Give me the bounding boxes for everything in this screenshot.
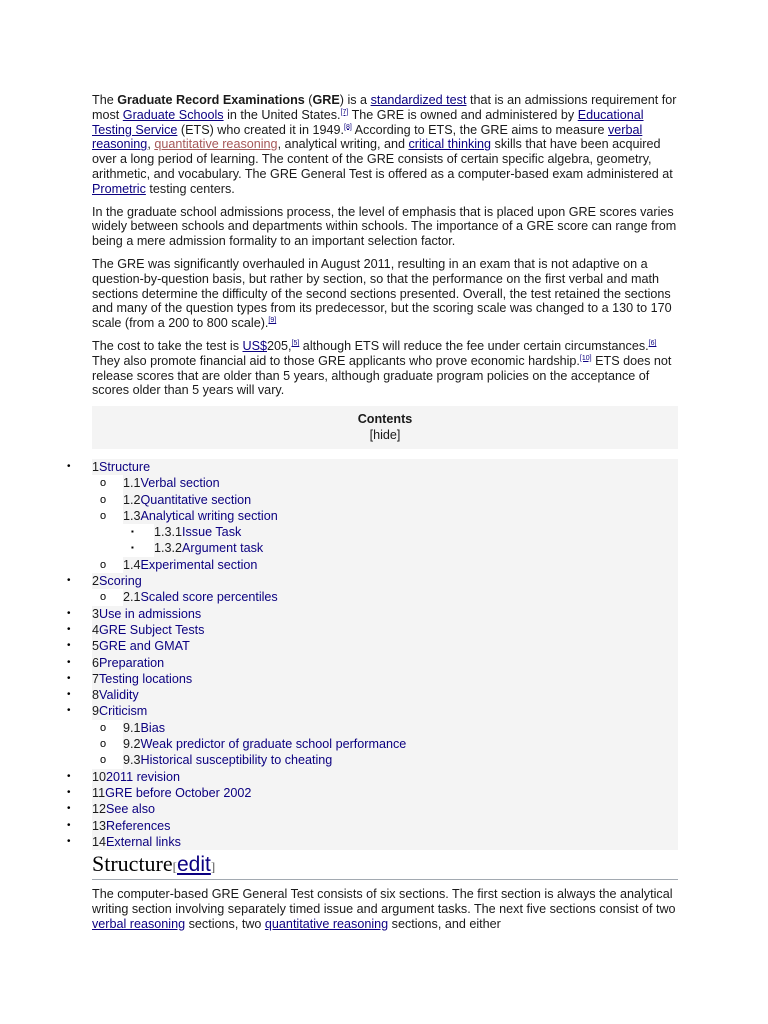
toc-link[interactable] [123, 589, 678, 605]
text: According to ETS, the GRE aims to measure [351, 122, 608, 137]
toc-item[interactable] [0, 492, 678, 508]
edit-bracket-close: ] [210, 859, 216, 874]
link-graduate-schools[interactable]: Graduate Schools [122, 107, 224, 122]
toc-link[interactable] [154, 540, 678, 556]
link-quantitative-reasoning-2[interactable]: quantitative reasoning [264, 916, 389, 931]
toc-link[interactable] [123, 736, 678, 752]
bullet-icon: o [100, 754, 107, 767]
toc-hide-toggle[interactable]: [hide] [369, 428, 401, 443]
toc-number: 1.3.2 [154, 541, 183, 556]
toc-item[interactable] [0, 769, 678, 785]
toc-number: 9.2 [123, 737, 141, 752]
toc-item[interactable] [0, 818, 678, 834]
text: The computer-based GRE General Test consists of six sections. The first section is always the analytical writing section involving separately timed issue and argument tasks. The next five sections consist of two [92, 887, 676, 916]
toc-text[interactable]: GRE before October 2002 [105, 785, 252, 800]
link-verbal-reasoning-2[interactable]: verbal reasoning [92, 916, 186, 931]
toc-text[interactable]: Bias [140, 720, 166, 735]
toc-link[interactable] [92, 769, 678, 785]
bullet-icon: • [67, 689, 71, 701]
bullet-icon: • [67, 656, 71, 668]
toc-number: 1.4 [123, 557, 141, 572]
toc-number: 11 [92, 785, 106, 800]
toc-number: 5 [92, 639, 100, 654]
toc-header [92, 406, 678, 449]
toc-item[interactable] [0, 557, 678, 573]
toc-number: 1.3 [123, 508, 141, 523]
section-heading-structure [92, 851, 678, 880]
toc-item[interactable] [0, 622, 678, 638]
text: They also promote financial aid to those GRE applicants who prove economic hardship. [92, 353, 580, 368]
text: sections, and either [388, 916, 501, 931]
toc-text[interactable]: Analytical writing section [140, 508, 278, 523]
toc-item[interactable] [0, 785, 678, 801]
toc-text[interactable]: Weak predictor of graduate school performance [140, 737, 407, 752]
toc-number: 10 [92, 769, 107, 784]
toc-link[interactable] [123, 492, 678, 508]
toc-text[interactable]: Use in admissions [99, 606, 202, 621]
bullet-icon: • [67, 803, 71, 815]
toc-text[interactable]: Scoring [99, 574, 142, 589]
text: The GRE is owned and administered by [348, 107, 578, 122]
toc-number: 2 [92, 574, 100, 589]
text: , analytical writing, and [277, 137, 409, 152]
toc-link[interactable] [92, 703, 678, 719]
toc-text[interactable]: Validity [99, 688, 139, 703]
text: The cost to take the test is [92, 338, 243, 353]
toc-text[interactable]: Structure [99, 460, 151, 474]
text: ( [304, 93, 313, 107]
toc-text[interactable]: Quantitative section [140, 492, 252, 507]
toc-text[interactable]: Historical susceptibility to cheating [140, 753, 333, 768]
toc-item[interactable] [0, 703, 678, 719]
bullet-icon: • [67, 786, 71, 798]
text: The [92, 93, 118, 107]
toc-link[interactable] [92, 818, 678, 834]
citation-8[interactable]: [8] [344, 123, 352, 131]
bullet-icon: • [67, 575, 71, 587]
toc-text[interactable]: References [106, 818, 171, 833]
toc-item[interactable] [0, 508, 678, 524]
toc-item[interactable] [0, 524, 678, 540]
citation-5[interactable]: [5] [291, 339, 300, 347]
bullet-icon: o [100, 721, 107, 734]
citation-6[interactable]: [6] [648, 339, 657, 347]
toc-item[interactable] [0, 801, 678, 817]
toc-item[interactable] [0, 720, 678, 736]
toc-number: 8 [92, 688, 100, 703]
toc-link[interactable] [92, 638, 678, 654]
text: in the United States. [223, 107, 341, 122]
bullet-icon: o [100, 558, 107, 571]
bullet-icon: o [100, 509, 107, 522]
toc-number: 1.2 [123, 492, 141, 507]
citation-9[interactable]: [9] [268, 316, 277, 324]
toc-item[interactable] [0, 475, 678, 491]
bullet-icon: o [100, 477, 107, 490]
link-verbal-reasoning[interactable]: verbal reasoning [92, 122, 643, 152]
toc-text[interactable]: Experimental section [140, 557, 258, 572]
toc-item[interactable] [0, 589, 678, 605]
article-body [92, 93, 678, 449]
toc-link[interactable] [92, 622, 678, 638]
text: ) is a [339, 93, 371, 107]
toc-number: 13 [92, 818, 107, 833]
toc-item[interactable] [0, 638, 678, 654]
toc-link[interactable] [92, 785, 678, 801]
toc-text[interactable]: Testing locations [99, 671, 193, 686]
toc-number: 2.1 [123, 590, 141, 605]
toc-item[interactable] [0, 606, 678, 622]
citation-7[interactable]: [7] [340, 108, 349, 116]
toc-item[interactable] [0, 752, 678, 768]
text: skills that have been acquired over a long period of learning. The content of the GRE consists of certain specific algebra, geometry, arithmetic, and vocabulary. The GRE General Test is offered as a computer-based exam administered at [92, 137, 673, 181]
intro-paragraph-4 [92, 339, 678, 398]
bold-title: Graduate Record Examinations [117, 93, 305, 107]
text: , [147, 137, 155, 152]
toc-text[interactable]: 2011 revision [106, 769, 180, 784]
toc-link[interactable] [92, 834, 678, 850]
toc-number: 12 [92, 802, 107, 817]
toc-link[interactable] [92, 687, 678, 703]
toc-link[interactable] [123, 720, 678, 736]
toc-number: 7 [92, 671, 100, 686]
toc-number: 4 [92, 622, 100, 637]
toc-title: Contents [357, 412, 413, 427]
toc-number: 9 [92, 704, 100, 719]
text: although ETS will reduce the fee under certain circumstances. [299, 338, 649, 353]
toc-number: 9.1 [123, 720, 141, 735]
bullet-icon: • [67, 640, 71, 652]
bold-abbrev: GRE [312, 93, 340, 107]
toc-link[interactable] [92, 801, 678, 817]
intro-paragraph-3 [92, 257, 678, 331]
toc-item[interactable] [0, 834, 678, 850]
text: 205, [267, 338, 292, 353]
toc-item[interactable] [0, 671, 678, 687]
bullet-icon: • [67, 835, 71, 847]
toc-text[interactable]: External links [106, 834, 181, 849]
text: ETS does not release scores that are older than 5 years, although graduate program policies on the acceptance of scores older than 5 years will vary. [92, 353, 672, 398]
toc-link[interactable] [92, 655, 678, 671]
link-ets[interactable]: Educational Testing Service [92, 107, 644, 137]
structure-paragraph [92, 887, 678, 931]
toc-link[interactable] [123, 752, 678, 768]
toc-text[interactable]: Issue Task [182, 525, 242, 540]
toc-number: 14 [92, 834, 107, 849]
bullet-icon: • [67, 705, 71, 717]
bullet-icon: • [67, 607, 71, 619]
toc-text[interactable]: Verbal section [140, 476, 220, 491]
toc-link[interactable] [123, 475, 678, 491]
toc-text[interactable]: Scaled score percentiles [140, 590, 278, 605]
text: sections, two [185, 916, 265, 931]
toc-number: 1.1 [123, 476, 141, 491]
table-of-contents [0, 459, 678, 850]
toc-text[interactable]: GRE Subject Tests [99, 622, 205, 637]
link-standardized-test[interactable]: standardized test [370, 93, 467, 107]
toc-item[interactable] [0, 573, 678, 589]
toc-number: 9.3 [123, 753, 141, 768]
bullet-icon: ▪ [131, 543, 134, 553]
toc-item[interactable] [0, 540, 678, 556]
toc-item[interactable] [0, 655, 678, 671]
edit-bracket-open: [ [172, 859, 177, 874]
toc-link[interactable] [92, 459, 678, 475]
text: The GRE was significantly overhauled in August 2011, resulting in an exam that is not adaptive on a question-by-question basis, but rather by section, so that the performance on the first verbal and math sections determine the difficulty of the second sections presented. Overall, the test retained the sections and many of the question types from its predecessor, but the scoring scale was changed to a 130 to 170 scale (from a 200 to 800 scale). [92, 256, 672, 331]
bullet-icon: • [67, 819, 71, 831]
toc-text[interactable]: Criticism [99, 704, 148, 719]
citation-10[interactable]: [10] [579, 354, 592, 362]
bullet-icon: • [67, 770, 71, 782]
bullet-icon: o [100, 493, 107, 506]
bullet-icon: o [100, 738, 107, 751]
toc-text[interactable]: Preparation [99, 655, 165, 670]
text: that is an admissions requirement for most [92, 93, 677, 122]
toc-link[interactable] [92, 606, 678, 622]
bullet-icon: • [67, 461, 71, 472]
toc-item[interactable] [0, 687, 678, 703]
toc-link[interactable] [154, 524, 678, 540]
link-prometric[interactable]: Prometric [92, 181, 146, 196]
toc-link[interactable] [92, 671, 678, 687]
toc-text[interactable]: See also [106, 802, 156, 817]
edit-link[interactable]: edit [177, 853, 211, 876]
text: testing centers. [145, 181, 235, 196]
intro-paragraph-2: In the graduate school admissions process, the level of emphasis that is placed upon GRE scores varies widely between schools and departments within schools. The importance of a GRE score can range from being a mere admission formality to an important selection factor. [92, 204, 677, 249]
intro-paragraph-1 [92, 93, 678, 197]
toc-number: 3 [92, 606, 100, 621]
toc-number: 1.3.1 [154, 525, 183, 540]
bullet-icon: ▪ [131, 527, 134, 537]
text: (ETS) who created it in 1949. [177, 122, 345, 137]
toc-number: 1 [92, 460, 100, 474]
link-critical-thinking[interactable]: critical thinking [408, 137, 492, 152]
toc-item[interactable] [0, 736, 678, 752]
link-quantitative-reasoning[interactable]: quantitative reasoning [154, 137, 278, 152]
link-us-dollar[interactable]: US$ [242, 338, 267, 353]
section-title: Structure [92, 851, 173, 876]
toc-text[interactable]: Argument task [182, 541, 264, 556]
toc-link[interactable] [123, 557, 678, 573]
toc-link[interactable] [123, 508, 678, 524]
bullet-icon: o [100, 591, 107, 604]
toc-text[interactable]: GRE and GMAT [99, 639, 190, 654]
toc-link[interactable] [92, 573, 678, 589]
bullet-icon: • [67, 623, 71, 635]
toc-number: 6 [92, 655, 100, 670]
bullet-icon: • [67, 672, 71, 684]
toc-item[interactable] [0, 459, 678, 475]
